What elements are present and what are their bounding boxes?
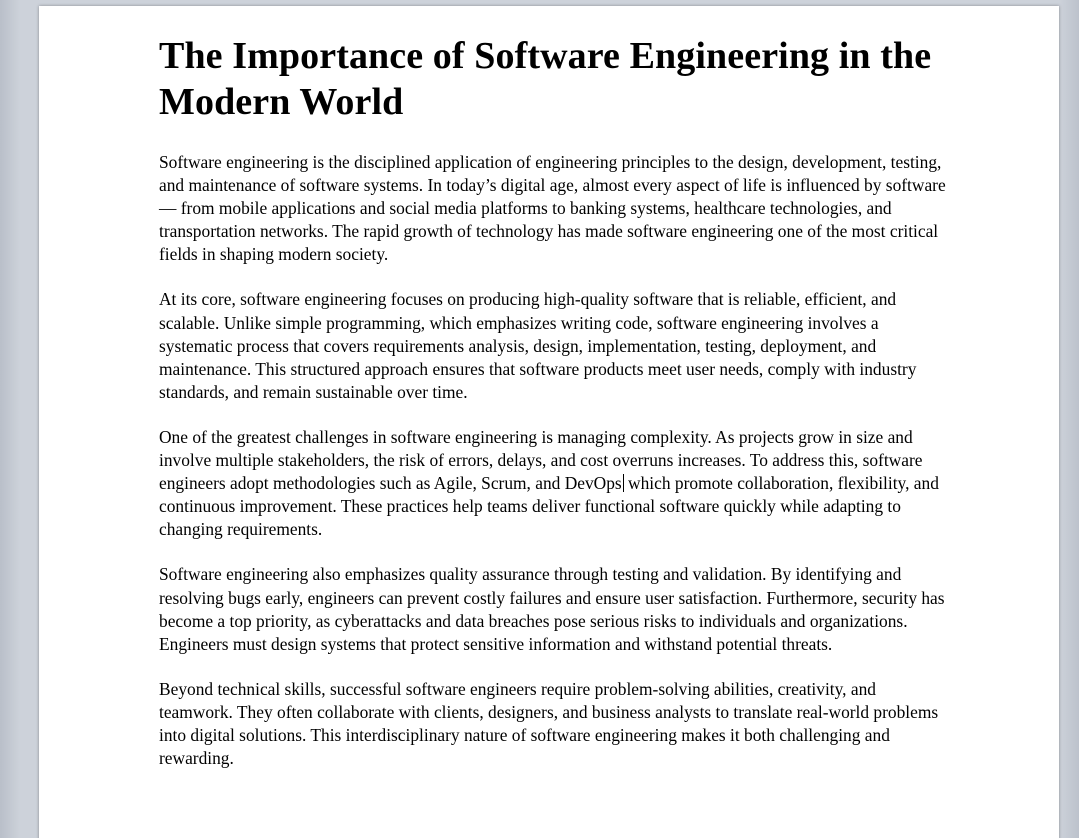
- paragraph-2: At its core, software engineering focuses on producing high-quality software that is reliable, efficient, and scalable. Unlike simple programming, which emphasizes writing code, software engineering involves a systematic process that covers requirements analysis, design, implementation, testing, deployment, and maintenance. This structured approach ensures that software products meet user needs, comply with industry standards, and remain sustainable over time.: [159, 289, 917, 402]
- document-page[interactable]: [39, 6, 1059, 838]
- paragraph-1: Software engineering is the disciplined application of engineering principles to the design, development, testing, and maintenance of software systems. In today’s digital age, almost every aspect of life is influenced by software — from mobile applications and social media platforms to banking systems, healthcare technologies, and transportation networks. The rapid growth of technology has made software engineering one of the most critical fields in shaping modern society.: [159, 152, 946, 265]
- paragraph-3-part-1: One of the greatest challenges in software engineering is managing complexity. As projects grow in size and involve multiple stakeholders, the risk of errors, delays, and cost overruns increases. To address this, software engineers adopt methodologies such as Agile, Scrum, and DevOps: [159, 426, 923, 494]
- document-body[interactable]: [159, 33, 949, 792]
- paragraph-3: [159, 426, 949, 541]
- paragraph-4: Software engineering also emphasizes quality assurance through testing and validation. By identifying and resolving bugs early, engineers can prevent costly failures and ensure user satisfaction. Furthermore, security has become a top priority, as cyberattacks and data breaches pose serious risks to individuals and organizations. Engineers must design systems that protect sensitive information and withstand potential threats.: [159, 564, 945, 654]
- document-title: The Importance of Software Engineering in the Modern World: [159, 35, 932, 123]
- paragraph-3-part-2: which promote collaboration, flexibility, and continuous improvement. These practices help teams deliver functional software quickly while adapting to changing requirements.: [159, 473, 939, 540]
- paragraph-5: Beyond technical skills, successful software engineers require problem-solving abilities, creativity, and teamwork. They often collaborate with clients, designers, and business analysts to translate real-world problems into digital solutions. This interdisciplinary nature of software engineering makes it both challenging and rewarding.: [159, 678, 939, 769]
